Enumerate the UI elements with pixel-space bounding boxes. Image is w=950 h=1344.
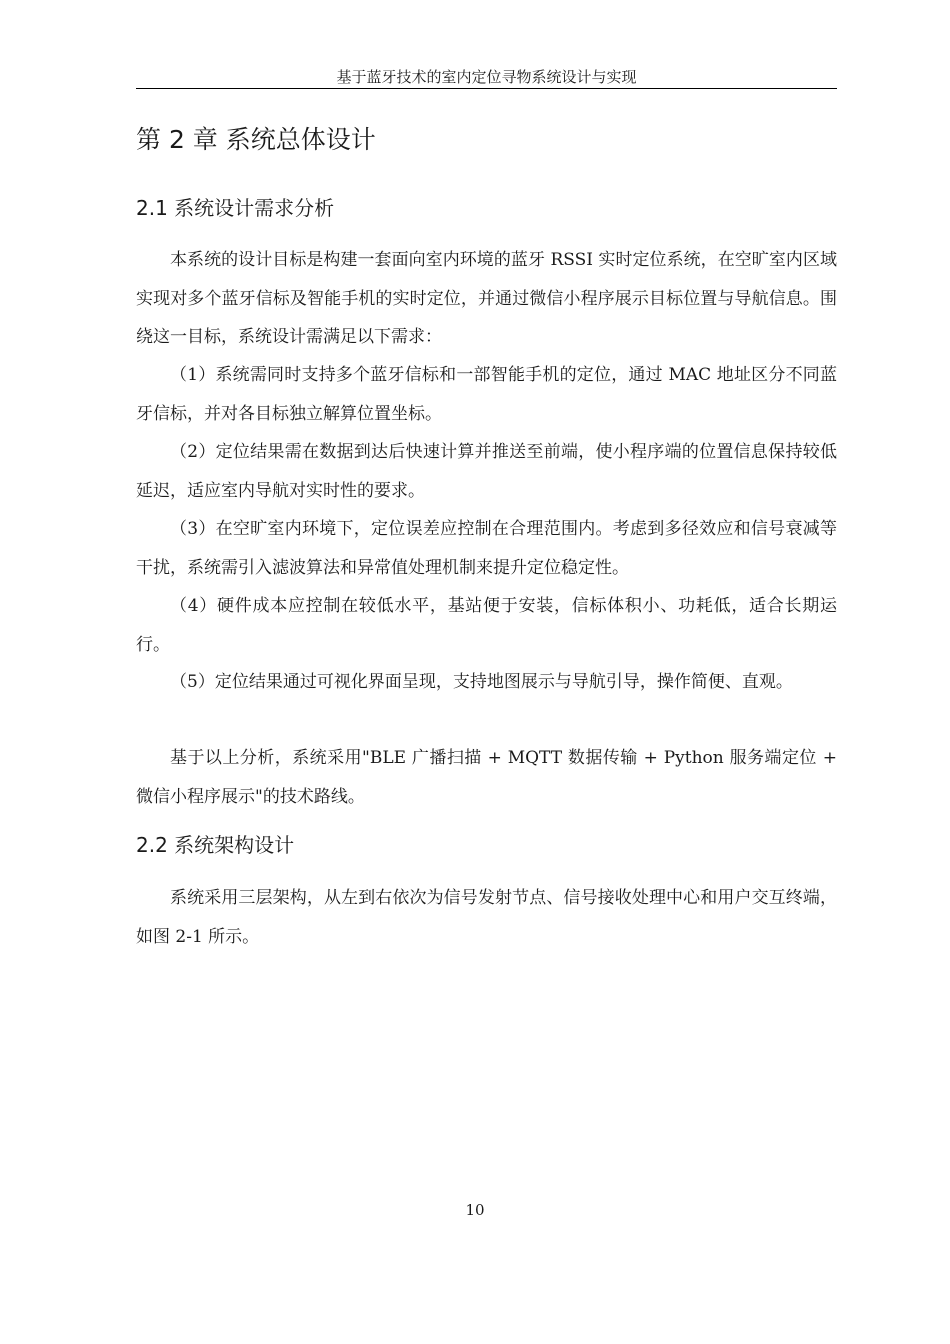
requirement-item-5: （5）定位结果通过可视化界面呈现，支持地图展示与导航引导，操作简便、直观。 [170,672,793,692]
paragraph-conclusion: 基于以上分析，系统采用"BLE 广播扫描 + MQTT 数据传输 + Python 服务端定位 + 微信小程序展示"的技术路线。 [136,748,837,807]
section-title-2-1: 2.1 系统设计需求分析 [136,196,335,220]
paragraph-intro: 本系统的设计目标是构建一套面向室内环境的蓝牙 RSSI 实时定位系统，在空旷室内区域实现对多个蓝牙信标及智能手机的实时定位，并通过微信小程序展示目标位置与导航信息。围绕这一目标，系统设计需满足以下需求： [136,250,837,347]
section-title-2-2: 2.2 系统架构设计 [136,833,295,857]
requirement-item-3: （3）在空旷室内环境下，定位误差应控制在合理范围内。考虑到多径效应和信号衰减等干扰，系统需引入滤波算法和异常值处理机制来提升定位稳定性。 [136,519,837,578]
requirement-item-1: （1）系统需同时支持多个蓝牙信标和一部智能手机的定位，通过 MAC 地址区分不同蓝牙信标，并对各目标独立解算位置坐标。 [136,365,837,424]
chapter-title: 第 2 章 系统总体设计 [136,125,376,154]
running-header: 基于蓝牙技术的室内定位寻物系统设计与实现 [136,66,837,89]
requirement-item-2: （2）定位结果需在数据到达后快速计算并推送至前端，使小程序端的位置信息保持较低延迟，适应室内导航对实时性的要求。 [136,442,837,501]
paragraph-architecture: 系统采用三层架构，从左到右依次为信号发射节点、信号接收处理中心和用户交互终端，如图 2-1 所示。 [136,888,837,947]
page-number: 10 [465,1201,485,1219]
requirement-item-4: （4）硬件成本应控制在较低水平，基站便于安装，信标体积小、功耗低，适合长期运行。 [136,596,837,655]
